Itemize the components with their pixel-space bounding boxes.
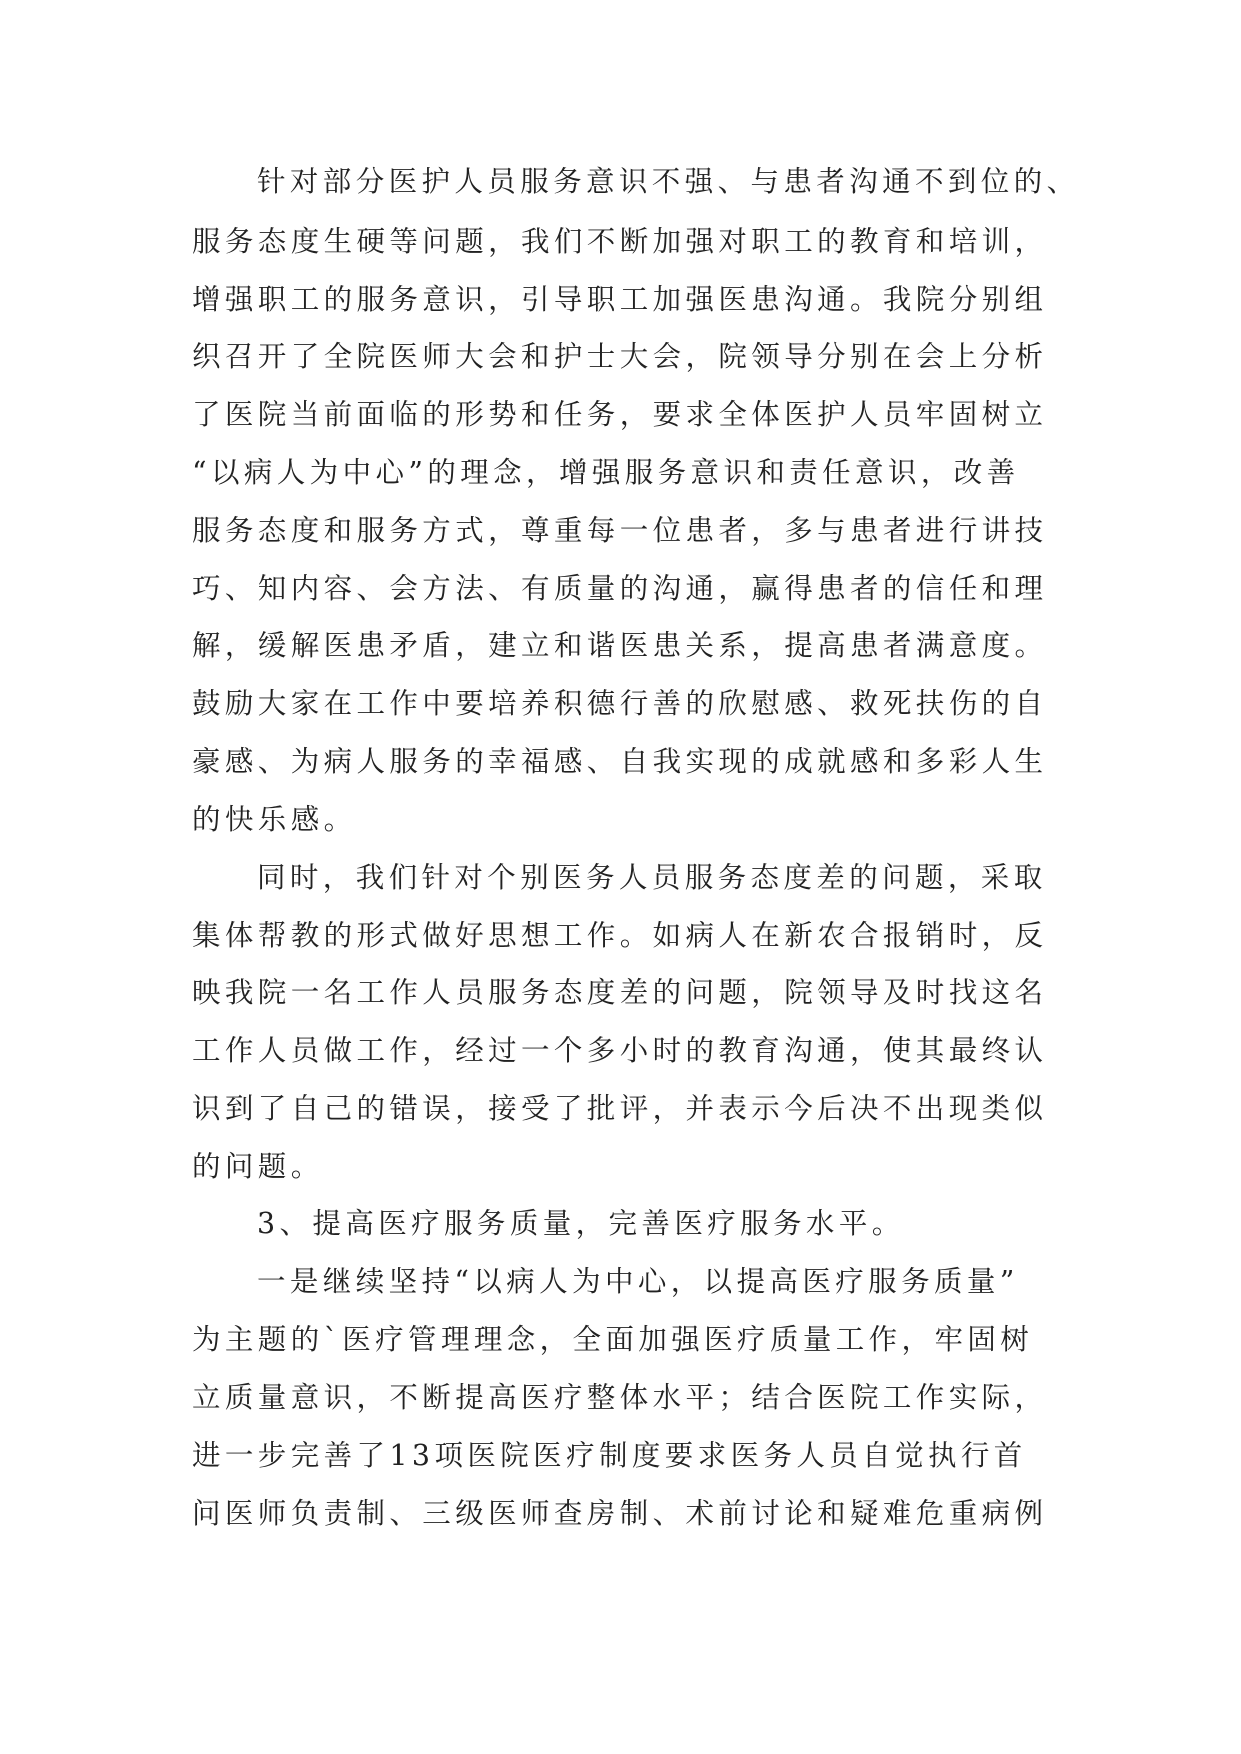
paragraph-1-line-10: 鼓励大家在工作中要培养积德行善的欣慰感、救死扶伤的自 — [192, 687, 1048, 720]
paragraph-2-line-3: 映我院一名工作人员服务态度差的问题，院领导及时找这名 — [192, 976, 1048, 1009]
paragraph-1-line-9: 解，缓解医患矛盾，建立和谐医患关系，提高患者满意度。 — [192, 629, 1048, 662]
paragraph-2-line-2: 集体帮教的形式做好思想工作。如病人在新农合报销时，反 — [192, 919, 1048, 952]
paragraph-1-line-6: “以病人为中心”的理念，增强服务意识和责任意识，改善 — [192, 456, 1020, 489]
paragraph-2-line-6: 的问题。 — [192, 1150, 324, 1183]
paragraph-3-line-5: 问医师负责制、三级医师查房制、术前讨论和疑难危重病例 — [192, 1497, 1048, 1530]
paragraph-1-line-3: 增强职工的服务意识，引导职工加强医患沟通。我院分别组 — [192, 283, 1048, 316]
paragraph-1-line-11: 豪感、为病人服务的幸福感、自我实现的成就感和多彩人生 — [192, 745, 1048, 778]
paragraph-1-line-2: 服务态度生硬等问题，我们不断加强对职工的教育和培训， — [192, 225, 1048, 258]
paragraph-1-line-5: 了医院当前面临的形势和任务，要求全体医护人员牢固树立 — [192, 398, 1048, 431]
paragraph-2-line-4: 工作人员做工作，经过一个多小时的教育沟通，使其最终认 — [192, 1034, 1048, 1067]
paragraph-1-line-4: 织召开了全院医师大会和护士大会，院领导分别在会上分析 — [192, 340, 1048, 373]
paragraph-1-line-1: 针对部分医护人员服务意识不强、与患者沟通不到位的、 — [257, 165, 1080, 198]
paragraph-1-line-12: 的快乐感。 — [192, 803, 357, 836]
paragraph-2-line-5: 识到了自己的错误，接受了批评，并表示今后决不出现类似 — [192, 1092, 1048, 1125]
section-heading-3: 3、提高医疗服务质量，完善医疗服务水平。 — [257, 1207, 905, 1240]
paragraph-2-line-1: 同时，我们针对个别医务人员服务态度差的问题，采取 — [257, 861, 1047, 894]
paragraph-1-line-8: 巧、知内容、会方法、有质量的沟通，赢得患者的信任和理 — [192, 572, 1048, 605]
paragraph-3-line-2: 为主题的`医疗管理理念，全面加强医疗质量工作，牢固树 — [192, 1323, 1034, 1356]
paragraph-1-line-7: 服务态度和服务方式，尊重每一位患者，多与患者进行讲技 — [192, 514, 1048, 547]
paragraph-3-line-1: 一是继续坚持“以病人为中心，以提高医疗服务质量” — [257, 1265, 1019, 1298]
paragraph-3-line-3: 立质量意识，不断提高医疗整体水平；结合医院工作实际， — [192, 1381, 1048, 1414]
paragraph-3-line-4: 进一步完善了13项医院医疗制度要求医务人员自觉执行首 — [192, 1439, 1027, 1472]
